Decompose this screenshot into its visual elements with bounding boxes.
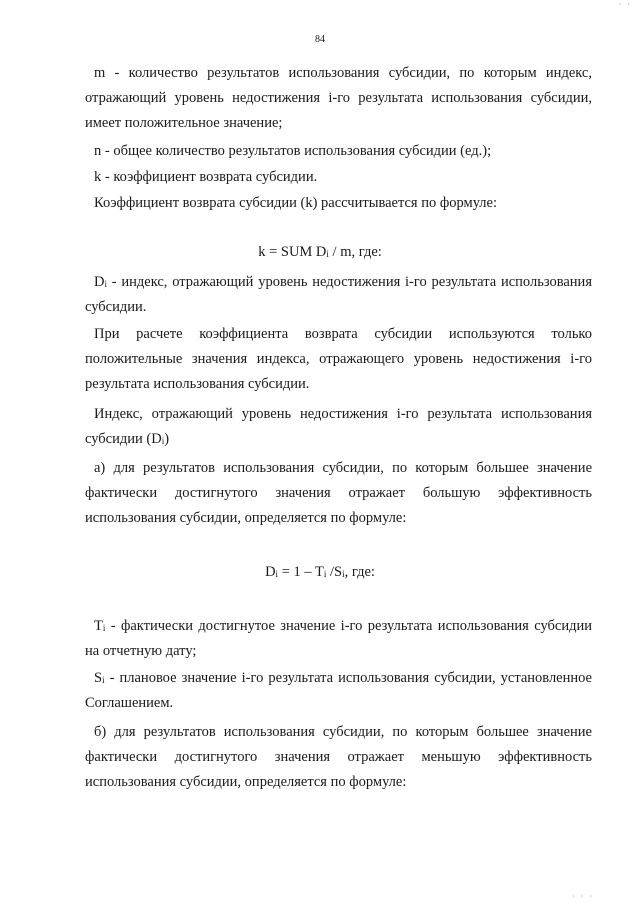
paragraph-si-definition: $S_i$ - плановое значение i-го результата использования субсидии, установленное Соглашением. [85,670,592,711]
paragraph-index-intro: Индекс, отражающий уровень недостижения i-го результата использования субсидии $(D_i)$ [85,406,592,447]
paragraph-n-definition: n - общее количество результатов использования субсидии (ед.); [94,143,492,159]
paragraph-case-a: а) для результатов использования субсидии, по которым большее значение фактически достигнутого значения отражает большую эффективность использования субсидии, определяется по формуле: [85,460,592,526]
scan-mark-bottom: · · · [572,892,594,901]
paragraph-k-formula-intro: Коэффициент возврата субсидии (k) рассчитывается по формуле: [94,195,498,211]
paragraph-positive-values-note: При расчете коэффициента возврата субсидии используются только положительные значения индекса, отражающего уровень недостижения i-го результата использования субсидии. [85,326,592,392]
formula-di: $D_i = 1 - T_i$ $/S_i$, где: [265,564,375,580]
paragraph-ti-definition: $T_i$ - фактически достигнутое значение i-го результата использования субсидии на отчетную дату; [85,618,592,659]
paragraph-m-definition: m - количество результатов использования субсидии, по которым индекс, отражающий уровень недостижения i-го результата использования субсидии, имеет положительное значение; [85,65,592,131]
paragraph-case-b: б) для результатов использования субсидии, по которым большее значение фактически достигнутого значения отражает меньшую эффективность использования субсидии, определяется по формуле: [85,724,592,790]
scan-mark-top: · · [618,0,632,9]
paragraph-di-definition: $D_i$ - индекс, отражающий уровень недостижения i-го результата использования субсидии. [85,274,592,315]
page-number: 84 [315,34,325,45]
paragraph-k-definition: k - коэффициент возврата субсидии. [94,169,318,185]
formula-k: k = SUM $D_i$ / m, где: [258,244,382,260]
